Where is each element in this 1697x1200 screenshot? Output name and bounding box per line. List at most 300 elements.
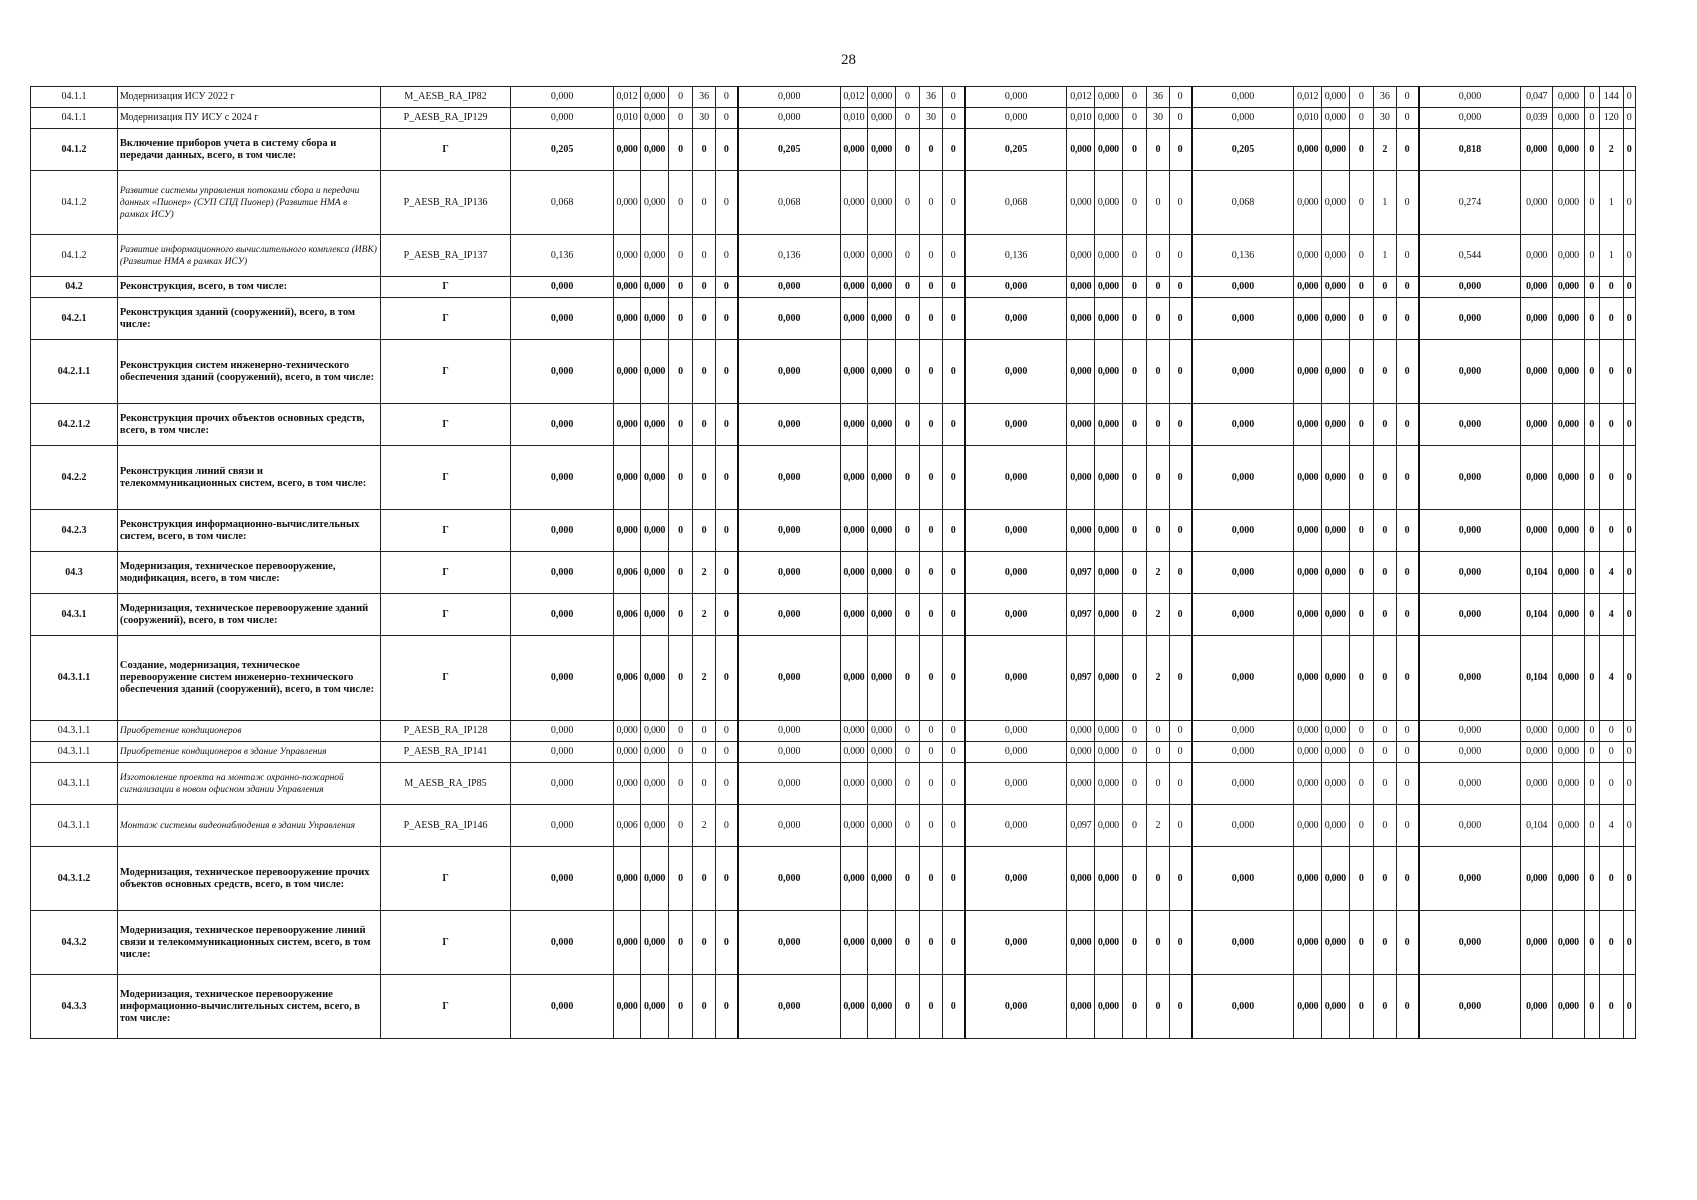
year-2-value-b: 0,000	[868, 298, 896, 340]
year-1-value: 0,000	[511, 340, 613, 404]
year-4-value-a: 0,000	[1294, 805, 1322, 847]
year-3-value: 0,000	[965, 805, 1067, 847]
year-2-value-a: 0,000	[840, 235, 868, 277]
total-count-c: 0	[1623, 594, 1636, 636]
year-3-value-a: 0,000	[1067, 277, 1095, 298]
year-1-value-a: 0,000	[613, 847, 641, 911]
year-3-count-b: 0	[1147, 277, 1169, 298]
total-count-c: 0	[1623, 446, 1636, 510]
year-2-count-a: 0	[895, 911, 920, 975]
total-count-c: 0	[1623, 298, 1636, 340]
year-4-value-a: 0,000	[1294, 235, 1322, 277]
year-2-count-b: 0	[920, 594, 942, 636]
year-1-value: 0,000	[511, 446, 613, 510]
table-row	[31, 975, 1636, 1039]
year-1-value-a: 0,000	[613, 911, 641, 975]
year-2-count-b: 0	[920, 404, 942, 446]
year-4-value-b: 0,000	[1321, 446, 1349, 510]
total-count-c: 0	[1623, 763, 1636, 805]
year-2-count-c: 0	[942, 763, 964, 805]
total-value-b: 0,000	[1552, 763, 1584, 805]
year-1-count-a: 0	[668, 235, 693, 277]
total-value-a: 0,047	[1521, 87, 1553, 108]
year-2-count-b: 30	[920, 108, 942, 129]
year-4-count-a: 0	[1349, 108, 1374, 129]
year-3-count-c: 0	[1169, 510, 1191, 552]
year-4-count-c: 0	[1396, 721, 1418, 742]
total-value-a: 0,000	[1521, 446, 1553, 510]
year-4-count-b: 0	[1374, 594, 1396, 636]
year-4-count-a: 0	[1349, 298, 1374, 340]
year-2-value-b: 0,000	[868, 552, 896, 594]
year-3-count-b: 0	[1147, 742, 1169, 763]
year-4-value: 0,000	[1192, 721, 1294, 742]
year-1-value: 0,000	[511, 594, 613, 636]
year-1-count-a: 0	[668, 636, 693, 721]
year-1-value: 0,000	[511, 552, 613, 594]
year-3-value-a: 0,000	[1067, 742, 1095, 763]
year-4-count-b: 30	[1374, 108, 1396, 129]
year-3-value-a: 0,000	[1067, 446, 1095, 510]
row-name: Приобретение кондиционеров в здание Управления	[117, 742, 380, 763]
year-4-value-a: 0,000	[1294, 636, 1322, 721]
year-2-value-b: 0,000	[868, 594, 896, 636]
year-2-value: 0,000	[738, 805, 840, 847]
year-2-value: 0,000	[738, 87, 840, 108]
year-1-value-a: 0,012	[613, 87, 641, 108]
year-4-count-c: 0	[1396, 277, 1418, 298]
row-code: 04.3.1.1	[31, 742, 118, 763]
total-value-a: 0,104	[1521, 594, 1553, 636]
total-count-a: 0	[1584, 404, 1599, 446]
year-2-count-b: 0	[920, 911, 942, 975]
year-3-count-b: 2	[1147, 805, 1169, 847]
total-value-b: 0,000	[1552, 404, 1584, 446]
year-1-count-b: 0	[693, 510, 715, 552]
year-2-count-a: 0	[895, 636, 920, 721]
year-3-count-b: 0	[1147, 340, 1169, 404]
year-2-count-a: 0	[895, 847, 920, 911]
year-2-count-a: 0	[895, 277, 920, 298]
total-count-c: 0	[1623, 742, 1636, 763]
year-1-count-a: 0	[668, 129, 693, 171]
year-3-count-a: 0	[1122, 340, 1147, 404]
year-3-count-c: 0	[1169, 404, 1191, 446]
year-1-value-b: 0,000	[641, 805, 669, 847]
year-3-value-a: 0,000	[1067, 404, 1095, 446]
year-1-value-b: 0,000	[641, 340, 669, 404]
year-4-count-c: 0	[1396, 340, 1418, 404]
year-3-value-a: 0,000	[1067, 975, 1095, 1039]
year-2-count-c: 0	[942, 552, 964, 594]
total-count-b: 0	[1600, 510, 1624, 552]
year-3-value-b: 0,000	[1095, 721, 1123, 742]
year-3-value-b: 0,000	[1095, 235, 1123, 277]
year-1-count-b: 36	[693, 87, 715, 108]
year-3-value: 0,000	[965, 742, 1067, 763]
year-4-value-b: 0,000	[1321, 510, 1349, 552]
year-3-count-b: 0	[1147, 721, 1169, 742]
year-4-value: 0,000	[1192, 404, 1294, 446]
year-3-value: 0,000	[965, 975, 1067, 1039]
year-1-value: 0,000	[511, 298, 613, 340]
table-row	[31, 911, 1636, 975]
year-2-value-b: 0,000	[868, 742, 896, 763]
table-row	[31, 721, 1636, 742]
year-4-count-c: 0	[1396, 510, 1418, 552]
year-1-value-a: 0,000	[613, 340, 641, 404]
total-value: 0,000	[1419, 721, 1521, 742]
year-3-count-b: 0	[1147, 510, 1169, 552]
year-1-value: 0,000	[511, 847, 613, 911]
year-2-count-b: 0	[920, 763, 942, 805]
year-2-count-a: 0	[895, 298, 920, 340]
year-3-count-a: 0	[1122, 235, 1147, 277]
row-identifier: P_AESB_RA_IP136	[380, 171, 511, 235]
year-2-value: 0,000	[738, 594, 840, 636]
year-3-count-a: 0	[1122, 446, 1147, 510]
year-2-value-a: 0,010	[840, 108, 868, 129]
year-3-count-b: 0	[1147, 171, 1169, 235]
year-1-count-a: 0	[668, 805, 693, 847]
year-1-count-b: 0	[693, 847, 715, 911]
year-3-count-a: 0	[1122, 742, 1147, 763]
year-3-value-b: 0,000	[1095, 911, 1123, 975]
total-count-b: 0	[1600, 742, 1624, 763]
year-4-count-c: 0	[1396, 404, 1418, 446]
year-4-count-a: 0	[1349, 340, 1374, 404]
year-4-count-c: 0	[1396, 446, 1418, 510]
year-2-value-a: 0,000	[840, 171, 868, 235]
row-code: 04.3.1.1	[31, 721, 118, 742]
year-3-count-c: 0	[1169, 742, 1191, 763]
year-3-count-b: 0	[1147, 235, 1169, 277]
year-1-count-b: 0	[693, 277, 715, 298]
row-code: 04.2	[31, 277, 118, 298]
total-count-b: 4	[1600, 594, 1624, 636]
year-3-value-a: 0,000	[1067, 129, 1095, 171]
year-4-count-a: 0	[1349, 742, 1374, 763]
total-count-a: 0	[1584, 171, 1599, 235]
year-3-value-b: 0,000	[1095, 763, 1123, 805]
year-3-value: 0,000	[965, 277, 1067, 298]
year-1-count-c: 0	[715, 552, 737, 594]
year-1-count-a: 0	[668, 594, 693, 636]
year-1-count-a: 0	[668, 552, 693, 594]
year-1-count-c: 0	[715, 805, 737, 847]
total-value-b: 0,000	[1552, 129, 1584, 171]
year-3-count-c: 0	[1169, 847, 1191, 911]
year-1-count-c: 0	[715, 721, 737, 742]
row-name: Модернизация ИСУ 2022 г	[117, 87, 380, 108]
year-3-count-c: 0	[1169, 446, 1191, 510]
total-value: 0,000	[1419, 87, 1521, 108]
year-2-count-a: 0	[895, 594, 920, 636]
year-2-value: 0,000	[738, 847, 840, 911]
row-identifier: Г	[380, 975, 511, 1039]
year-3-value-a: 0,000	[1067, 298, 1095, 340]
year-3-count-a: 0	[1122, 552, 1147, 594]
total-count-b: 1	[1600, 235, 1624, 277]
year-3-count-b: 0	[1147, 298, 1169, 340]
year-3-count-b: 2	[1147, 636, 1169, 721]
year-3-value: 0,000	[965, 594, 1067, 636]
year-3-count-a: 0	[1122, 763, 1147, 805]
year-2-value-a: 0,000	[840, 340, 868, 404]
year-1-count-a: 0	[668, 108, 693, 129]
table-row	[31, 446, 1636, 510]
year-1-count-c: 0	[715, 975, 737, 1039]
year-4-value-a: 0,000	[1294, 171, 1322, 235]
year-2-count-c: 0	[942, 975, 964, 1039]
year-1-value-b: 0,000	[641, 721, 669, 742]
table-row	[31, 87, 1636, 108]
year-1-value-a: 0,006	[613, 636, 641, 721]
year-2-count-b: 0	[920, 277, 942, 298]
year-4-value: 0,000	[1192, 847, 1294, 911]
total-value-a: 0,000	[1521, 277, 1553, 298]
table-row	[31, 552, 1636, 594]
year-4-value: 0,000	[1192, 87, 1294, 108]
year-3-value-b: 0,000	[1095, 847, 1123, 911]
year-1-count-b: 0	[693, 404, 715, 446]
year-1-count-a: 0	[668, 340, 693, 404]
table-row	[31, 171, 1636, 235]
row-identifier: Г	[380, 340, 511, 404]
total-value-a: 0,000	[1521, 171, 1553, 235]
total-count-b: 0	[1600, 847, 1624, 911]
year-3-value-b: 0,000	[1095, 298, 1123, 340]
row-identifier: P_AESB_RA_IP128	[380, 721, 511, 742]
year-2-value-b: 0,000	[868, 721, 896, 742]
year-4-value-a: 0,000	[1294, 129, 1322, 171]
year-1-value-a: 0,000	[613, 975, 641, 1039]
year-4-value-a: 0,000	[1294, 277, 1322, 298]
table-row	[31, 763, 1636, 805]
year-2-count-a: 0	[895, 742, 920, 763]
year-2-value: 0,068	[738, 171, 840, 235]
total-count-b: 0	[1600, 763, 1624, 805]
year-1-count-b: 2	[693, 594, 715, 636]
total-count-c: 0	[1623, 129, 1636, 171]
year-2-count-a: 0	[895, 171, 920, 235]
year-4-count-a: 0	[1349, 847, 1374, 911]
year-1-value-b: 0,000	[641, 510, 669, 552]
year-4-value-a: 0,000	[1294, 721, 1322, 742]
year-4-count-c: 0	[1396, 742, 1418, 763]
total-value: 0,000	[1419, 763, 1521, 805]
year-4-count-a: 0	[1349, 721, 1374, 742]
year-1-count-a: 0	[668, 510, 693, 552]
total-count-a: 0	[1584, 636, 1599, 721]
year-3-count-a: 0	[1122, 510, 1147, 552]
total-count-c: 0	[1623, 171, 1636, 235]
table-body	[31, 87, 1636, 1039]
year-4-value: 0,000	[1192, 340, 1294, 404]
year-3-count-b: 0	[1147, 404, 1169, 446]
year-4-count-b: 0	[1374, 636, 1396, 721]
year-2-value-a: 0,000	[840, 510, 868, 552]
year-1-value: 0,068	[511, 171, 613, 235]
row-name: Реконструкция прочих объектов основных средств, всего, в том числе:	[117, 404, 380, 446]
year-4-value: 0,000	[1192, 636, 1294, 721]
total-value: 0,274	[1419, 171, 1521, 235]
year-4-count-b: 2	[1374, 129, 1396, 171]
total-value: 0,818	[1419, 129, 1521, 171]
total-count-b: 4	[1600, 636, 1624, 721]
year-1-value-b: 0,000	[641, 847, 669, 911]
year-3-count-c: 0	[1169, 235, 1191, 277]
year-4-value-b: 0,000	[1321, 108, 1349, 129]
year-2-count-a: 0	[895, 510, 920, 552]
year-2-value-b: 0,000	[868, 805, 896, 847]
year-3-count-b: 0	[1147, 975, 1169, 1039]
row-code: 04.3.1	[31, 594, 118, 636]
total-count-c: 0	[1623, 87, 1636, 108]
year-3-value-b: 0,000	[1095, 594, 1123, 636]
row-code: 04.2.2	[31, 446, 118, 510]
year-1-count-b: 0	[693, 340, 715, 404]
total-value-b: 0,000	[1552, 847, 1584, 911]
year-3-count-a: 0	[1122, 911, 1147, 975]
year-3-count-a: 0	[1122, 404, 1147, 446]
table-row	[31, 129, 1636, 171]
total-value-a: 0,000	[1521, 763, 1553, 805]
year-2-count-c: 0	[942, 277, 964, 298]
year-3-value-b: 0,000	[1095, 636, 1123, 721]
year-4-count-a: 0	[1349, 552, 1374, 594]
year-1-count-a: 0	[668, 742, 693, 763]
row-identifier: P_AESB_RA_IP146	[380, 805, 511, 847]
row-name: Реконструкция зданий (сооружений), всего, в том числе:	[117, 298, 380, 340]
year-1-value: 0,000	[511, 911, 613, 975]
year-3-value: 0,000	[965, 847, 1067, 911]
year-2-value: 0,000	[738, 636, 840, 721]
year-2-count-c: 0	[942, 108, 964, 129]
year-2-value-b: 0,000	[868, 87, 896, 108]
year-4-value: 0,136	[1192, 235, 1294, 277]
year-3-value: 0,000	[965, 636, 1067, 721]
year-3-count-a: 0	[1122, 594, 1147, 636]
year-4-value-a: 0,012	[1294, 87, 1322, 108]
row-identifier: M_AESB_RA_IP82	[380, 87, 511, 108]
table-row	[31, 636, 1636, 721]
year-4-count-c: 0	[1396, 235, 1418, 277]
total-count-c: 0	[1623, 235, 1636, 277]
year-4-count-c: 0	[1396, 171, 1418, 235]
total-value-a: 0,000	[1521, 742, 1553, 763]
year-2-count-c: 0	[942, 171, 964, 235]
row-code: 04.1.2	[31, 235, 118, 277]
total-value-b: 0,000	[1552, 235, 1584, 277]
year-1-count-c: 0	[715, 87, 737, 108]
year-1-value: 0,000	[511, 721, 613, 742]
year-1-value-b: 0,000	[641, 911, 669, 975]
year-3-value-b: 0,000	[1095, 340, 1123, 404]
total-count-c: 0	[1623, 510, 1636, 552]
row-identifier: P_AESB_RA_IP137	[380, 235, 511, 277]
year-4-value-b: 0,000	[1321, 340, 1349, 404]
year-2-value-a: 0,000	[840, 404, 868, 446]
total-count-b: 0	[1600, 911, 1624, 975]
row-name: Модернизация, техническое перевооружение, модификация, всего, в том числе:	[117, 552, 380, 594]
year-1-count-b: 0	[693, 763, 715, 805]
year-4-value-a: 0,000	[1294, 446, 1322, 510]
total-count-c: 0	[1623, 721, 1636, 742]
year-3-value-a: 0,000	[1067, 171, 1095, 235]
total-count-a: 0	[1584, 129, 1599, 171]
year-3-value-a: 0,097	[1067, 805, 1095, 847]
year-1-count-b: 0	[693, 129, 715, 171]
year-1-count-c: 0	[715, 636, 737, 721]
row-code: 04.1.1	[31, 87, 118, 108]
year-2-value-a: 0,000	[840, 298, 868, 340]
year-1-count-a: 0	[668, 277, 693, 298]
row-code: 04.3.1.1	[31, 805, 118, 847]
year-3-count-b: 0	[1147, 446, 1169, 510]
year-2-count-b: 0	[920, 805, 942, 847]
year-2-count-b: 0	[920, 552, 942, 594]
table-row	[31, 340, 1636, 404]
year-4-count-c: 0	[1396, 847, 1418, 911]
year-4-value-b: 0,000	[1321, 911, 1349, 975]
year-4-count-b: 0	[1374, 510, 1396, 552]
row-name: Развитие информационного вычислительного комплекса (ИВК) (Развитие НМА в рамках ИСУ)	[117, 235, 380, 277]
total-count-b: 0	[1600, 446, 1624, 510]
year-1-count-c: 0	[715, 847, 737, 911]
year-3-count-c: 0	[1169, 129, 1191, 171]
year-1-value-a: 0,010	[613, 108, 641, 129]
year-4-value: 0,000	[1192, 805, 1294, 847]
year-1-value-b: 0,000	[641, 298, 669, 340]
year-3-count-a: 0	[1122, 87, 1147, 108]
year-4-value: 0,000	[1192, 763, 1294, 805]
year-2-count-c: 0	[942, 340, 964, 404]
table-row	[31, 594, 1636, 636]
total-value-b: 0,000	[1552, 975, 1584, 1039]
year-4-value: 0,000	[1192, 911, 1294, 975]
year-1-value-b: 0,000	[641, 235, 669, 277]
year-1-value-b: 0,000	[641, 108, 669, 129]
total-count-a: 0	[1584, 446, 1599, 510]
total-count-c: 0	[1623, 404, 1636, 446]
year-4-value-b: 0,000	[1321, 636, 1349, 721]
year-3-count-a: 0	[1122, 171, 1147, 235]
year-1-count-a: 0	[668, 847, 693, 911]
year-4-value-b: 0,000	[1321, 975, 1349, 1039]
year-4-value-b: 0,000	[1321, 847, 1349, 911]
year-1-count-b: 0	[693, 171, 715, 235]
total-count-a: 0	[1584, 235, 1599, 277]
year-1-count-c: 0	[715, 742, 737, 763]
year-2-value-b: 0,000	[868, 763, 896, 805]
year-4-value: 0,000	[1192, 446, 1294, 510]
total-count-a: 0	[1584, 911, 1599, 975]
year-1-value-a: 0,006	[613, 594, 641, 636]
year-1-value-b: 0,000	[641, 87, 669, 108]
year-2-count-c: 0	[942, 235, 964, 277]
row-code: 04.2.3	[31, 510, 118, 552]
year-4-value-b: 0,000	[1321, 552, 1349, 594]
year-3-value-a: 0,097	[1067, 636, 1095, 721]
year-2-count-a: 0	[895, 87, 920, 108]
year-2-count-c: 0	[942, 129, 964, 171]
year-3-value-b: 0,000	[1095, 446, 1123, 510]
year-2-count-c: 0	[942, 510, 964, 552]
year-1-count-a: 0	[668, 911, 693, 975]
year-3-count-c: 0	[1169, 763, 1191, 805]
year-4-value-a: 0,010	[1294, 108, 1322, 129]
